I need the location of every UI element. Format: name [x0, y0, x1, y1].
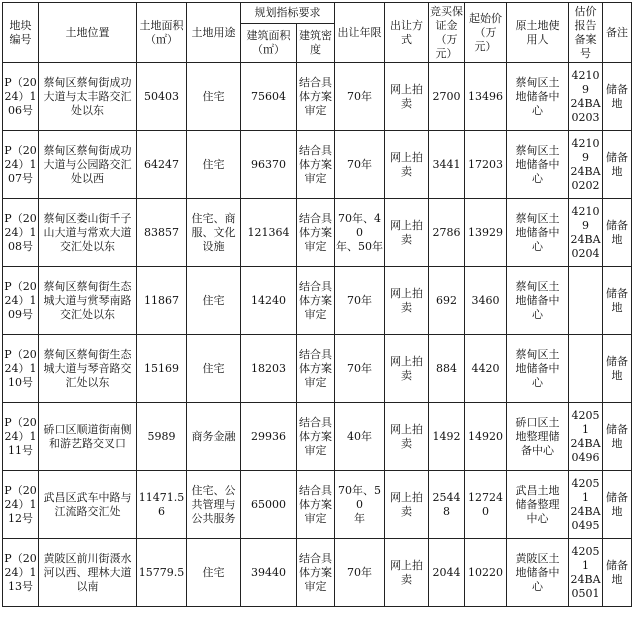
cell-text: 网上拍 卖: [390, 422, 423, 450]
cell-note: [603, 539, 632, 607]
cell-note: [603, 403, 632, 471]
cell-text: P（20 24）1 07号: [4, 143, 37, 185]
cell-method: [385, 267, 429, 335]
cell-start-price: [465, 403, 507, 471]
cell-density: [297, 335, 335, 403]
table-row: [3, 403, 632, 471]
cell-text: 蔡甸区土 地储备中 心: [515, 347, 560, 389]
cell-deposit: [429, 403, 465, 471]
cell-use: [187, 199, 241, 267]
cell-deposit: [429, 471, 465, 539]
header-floor-area: 建筑面积 （㎡）: [241, 24, 297, 63]
cell-floor-area: [241, 471, 297, 539]
cell-text: P（20 24）1 09号: [4, 279, 37, 321]
cell-text: 42109 24BA 0204: [570, 204, 601, 260]
cell-text: 结合具 体方案 审定: [299, 75, 332, 117]
cell-text: 黄陂区前川街滠水 河以西、理林大道 以南: [43, 551, 132, 593]
cell-text: 结合具 体方案 审定: [299, 211, 332, 253]
cell-text: 武昌区武车中路与 江流路交汇处: [43, 490, 132, 518]
cell-text: 70年: [347, 565, 372, 579]
cell-text: 结合具 体方案 审定: [299, 279, 332, 321]
cell-text: 96370: [251, 157, 286, 171]
cell-report: [569, 403, 603, 471]
cell-text: 15779.5: [138, 565, 185, 579]
cell-text: P（20 24）1 11号: [4, 415, 37, 457]
cell-text: 29936: [251, 429, 286, 443]
cell-term: [335, 131, 385, 199]
cell-user: [507, 131, 569, 199]
cell-term: [335, 403, 385, 471]
cell-term: [335, 335, 385, 403]
cell-text: 住宅: [202, 361, 225, 375]
cell-text: 2700: [432, 89, 461, 103]
cell-method: [385, 539, 429, 607]
cell-code: [3, 63, 39, 131]
cell-deposit: [429, 539, 465, 607]
cell-location: [39, 199, 137, 267]
cell-text: P（20 24）1 08号: [4, 211, 37, 253]
cell-text: 储备 地: [606, 558, 628, 586]
cell-report: [569, 63, 603, 131]
cell-density: [297, 539, 335, 607]
cell-text: 42051 24BA 0496: [570, 408, 601, 464]
cell-text: 硚口区顺道街南侧 和游艺路交叉口: [43, 422, 132, 450]
cell-text: 储备 地: [606, 218, 628, 246]
cell-text: 住宅、公 共管理与 公共服务: [191, 483, 236, 525]
cell-floor-area: [241, 335, 297, 403]
cell-location: [39, 335, 137, 403]
cell-method: [385, 63, 429, 131]
header-use: 土地用途: [187, 3, 241, 63]
header-deposit: 竞买保 证金 （万 元）: [429, 3, 465, 63]
cell-text: 储备 地: [606, 286, 628, 314]
cell-density: [297, 471, 335, 539]
cell-text: 蔡甸区蔡甸街生态 城大道与赏琴南路 交汇处以东: [43, 279, 132, 321]
header-report-number: 估价 报告 备案 号: [569, 3, 603, 63]
cell-text: 18203: [251, 361, 286, 375]
cell-density: [297, 199, 335, 267]
cell-text: 网上拍 卖: [390, 150, 423, 178]
cell-user: [507, 63, 569, 131]
cell-text: 65000: [251, 497, 286, 511]
table-row: [3, 539, 632, 607]
cell-location: [39, 539, 137, 607]
cell-use: [187, 63, 241, 131]
cell-note: [603, 63, 632, 131]
cell-method: [385, 199, 429, 267]
cell-code: [3, 131, 39, 199]
cell-text: 3460: [471, 293, 500, 307]
cell-text: 121364: [247, 225, 290, 239]
cell-area: [137, 199, 187, 267]
cell-density: [297, 403, 335, 471]
cell-text: 70年: [347, 157, 372, 171]
cell-text: 网上拍 卖: [390, 82, 423, 110]
cell-text: 15169: [144, 361, 179, 375]
cell-text: 75604: [251, 89, 286, 103]
cell-text: 网上拍 卖: [390, 490, 423, 518]
cell-area: [137, 267, 187, 335]
cell-text: 17203: [468, 157, 503, 171]
header-density: 建筑密 度: [297, 24, 335, 63]
cell-note: [603, 131, 632, 199]
table-row: [3, 267, 632, 335]
cell-floor-area: [241, 63, 297, 131]
cell-text: 13496: [468, 89, 503, 103]
cell-deposit: [429, 131, 465, 199]
cell-use: [187, 403, 241, 471]
cell-note: [603, 267, 632, 335]
cell-text: 2786: [432, 225, 461, 239]
header-location: 土地位置: [39, 3, 137, 63]
cell-user: [507, 267, 569, 335]
cell-text: P（20 24）1 12号: [4, 483, 37, 525]
cell-area: [137, 335, 187, 403]
cell-text: 住宅: [202, 89, 225, 103]
header-area: 土地面积 （㎡）: [137, 3, 187, 63]
cell-text: 蔡甸区土 地储备中 心: [515, 211, 560, 253]
cell-text: 网上拍 卖: [390, 286, 423, 314]
cell-text: 25448: [432, 490, 461, 518]
cell-method: [385, 335, 429, 403]
cell-deposit: [429, 335, 465, 403]
cell-code: [3, 267, 39, 335]
cell-text: 蔡甸区土 地储备中 心: [515, 279, 560, 321]
cell-text: 70年: [347, 293, 372, 307]
cell-floor-area: [241, 131, 297, 199]
cell-text: 10220: [468, 565, 503, 579]
cell-start-price: [465, 131, 507, 199]
table-row: [3, 63, 632, 131]
cell-text: 结合具 体方案 审定: [299, 551, 332, 593]
cell-text: 网上拍 卖: [390, 558, 423, 586]
cell-text: 70年: [347, 361, 372, 375]
cell-location: [39, 471, 137, 539]
cell-text: 5989: [147, 429, 176, 443]
cell-use: [187, 471, 241, 539]
cell-text: 网上拍 卖: [390, 218, 423, 246]
cell-start-price: [465, 539, 507, 607]
cell-term: [335, 63, 385, 131]
cell-report: [569, 199, 603, 267]
cell-text: 42051 24BA 0495: [570, 476, 601, 532]
cell-text: 40年: [347, 429, 372, 443]
cell-text: 网上拍 卖: [390, 354, 423, 382]
cell-text: 14920: [468, 429, 503, 443]
cell-text: 127240: [468, 490, 503, 518]
cell-text: 1492: [432, 429, 461, 443]
cell-text: 住宅: [202, 293, 225, 307]
cell-text: P（20 24）1 06号: [4, 75, 37, 117]
cell-text: 4420: [471, 361, 500, 375]
cell-text: 储备 地: [606, 82, 628, 110]
cell-area: [137, 131, 187, 199]
header-original-user: 原土地使 用人: [507, 3, 569, 63]
cell-code: [3, 539, 39, 607]
cell-text: 蔡甸区土 地储备中 心: [515, 143, 560, 185]
cell-text: 11471.56: [138, 490, 185, 518]
cell-text: 39440: [251, 565, 286, 579]
header-term: 出让年限: [335, 3, 385, 63]
cell-text: 692: [436, 293, 457, 307]
cell-location: [39, 131, 137, 199]
cell-use: [187, 335, 241, 403]
cell-user: [507, 403, 569, 471]
table-row: [3, 131, 632, 199]
cell-user: [507, 471, 569, 539]
cell-use: [187, 539, 241, 607]
table-body: [3, 63, 632, 607]
header-start-price: 起始价 （万 元）: [465, 3, 507, 63]
cell-density: [297, 131, 335, 199]
cell-text: 结合具 体方案 审定: [299, 347, 332, 389]
cell-text: 蔡甸区娄山街千子 山大道与常欢大道 交汇处以东: [43, 211, 132, 253]
cell-text: 储备 地: [606, 490, 628, 518]
cell-text: 结合具 体方案 审定: [299, 143, 332, 185]
cell-method: [385, 403, 429, 471]
cell-start-price: [465, 471, 507, 539]
cell-text: 武昌土地 储备整理 中心: [515, 483, 560, 525]
cell-text: 储备 地: [606, 354, 628, 382]
cell-text: 住宅: [202, 565, 225, 579]
cell-report: [569, 539, 603, 607]
cell-deposit: [429, 199, 465, 267]
cell-location: [39, 63, 137, 131]
cell-text: P（20 24）1 10号: [4, 347, 37, 389]
cell-user: [507, 335, 569, 403]
cell-text: 70年、50 年: [338, 483, 381, 525]
cell-text: 2044: [432, 565, 461, 579]
cell-area: [137, 403, 187, 471]
cell-text: 14240: [251, 293, 286, 307]
cell-text: 884: [436, 361, 457, 375]
cell-text: 储备 地: [606, 422, 628, 450]
cell-text: 结合具 体方案 审定: [299, 415, 332, 457]
cell-start-price: [465, 63, 507, 131]
cell-note: [603, 199, 632, 267]
cell-density: [297, 63, 335, 131]
cell-deposit: [429, 63, 465, 131]
table-row: [3, 335, 632, 403]
cell-floor-area: [241, 403, 297, 471]
cell-deposit: [429, 267, 465, 335]
cell-term: [335, 199, 385, 267]
cell-text: 3441: [432, 157, 461, 171]
cell-report: [569, 131, 603, 199]
cell-term: [335, 471, 385, 539]
cell-text: 储备 地: [606, 150, 628, 178]
cell-user: [507, 199, 569, 267]
cell-text: 结合具 体方案 审定: [299, 483, 332, 525]
cell-use: [187, 267, 241, 335]
header-planning: 规划指标要求: [241, 3, 335, 24]
cell-method: [385, 471, 429, 539]
cell-text: 蔡甸区蔡甸街成功 大道与公园路交汇 处以西: [43, 143, 132, 185]
cell-start-price: [465, 199, 507, 267]
cell-text: P（20 24）1 13号: [4, 551, 37, 593]
table-row: [3, 471, 632, 539]
cell-report: [569, 267, 603, 335]
cell-term: [335, 267, 385, 335]
cell-density: [297, 267, 335, 335]
cell-text: 商务金融: [191, 429, 236, 443]
cell-text: 42051 24BA 0501: [570, 544, 601, 600]
cell-note: [603, 471, 632, 539]
cell-text: 42109 24BA 0202: [570, 136, 601, 192]
cell-floor-area: [241, 199, 297, 267]
cell-term: [335, 539, 385, 607]
cell-area: [137, 63, 187, 131]
cell-use: [187, 131, 241, 199]
header-note: 备注: [603, 3, 632, 63]
cell-code: [3, 199, 39, 267]
cell-location: [39, 403, 137, 471]
cell-text: 83857: [144, 225, 179, 239]
cell-text: 50403: [144, 89, 179, 103]
cell-text: 11867: [144, 293, 179, 307]
cell-text: 42109 24BA 0203: [570, 68, 601, 124]
cell-text: 蔡甸区蔡甸街成功 大道与太丰路交汇 处以东: [43, 75, 132, 117]
land-auction-table: [2, 2, 632, 607]
cell-note: [603, 335, 632, 403]
cell-location: [39, 267, 137, 335]
cell-report: [569, 335, 603, 403]
cell-text: 住宅、商 服、文化 设施: [191, 211, 236, 253]
cell-text: 13929: [468, 225, 503, 239]
header-code: 地块 编号: [3, 3, 39, 63]
cell-text: 70年: [347, 89, 372, 103]
cell-text: 蔡甸区蔡甸街生态 城大道与琴音路交 汇处以东: [43, 347, 132, 389]
header-row-top: [3, 3, 632, 24]
cell-start-price: [465, 335, 507, 403]
cell-start-price: [465, 267, 507, 335]
cell-area: [137, 539, 187, 607]
cell-text: 70年、40 年、50年: [336, 211, 383, 253]
cell-text: 硚口区土 地整理储 备中心: [515, 415, 560, 457]
cell-code: [3, 471, 39, 539]
cell-text: 住宅: [202, 157, 225, 171]
cell-text: 蔡甸区土 地储备中 心: [515, 75, 560, 117]
table-row: [3, 199, 632, 267]
cell-user: [507, 539, 569, 607]
cell-report: [569, 471, 603, 539]
cell-floor-area: [241, 267, 297, 335]
header-method: 出让方 式: [385, 3, 429, 63]
cell-area: [137, 471, 187, 539]
cell-text: 黄陂区土 地储备中 心: [515, 551, 560, 593]
cell-code: [3, 403, 39, 471]
cell-text: 64247: [144, 157, 179, 171]
cell-method: [385, 131, 429, 199]
cell-code: [3, 335, 39, 403]
cell-floor-area: [241, 539, 297, 607]
